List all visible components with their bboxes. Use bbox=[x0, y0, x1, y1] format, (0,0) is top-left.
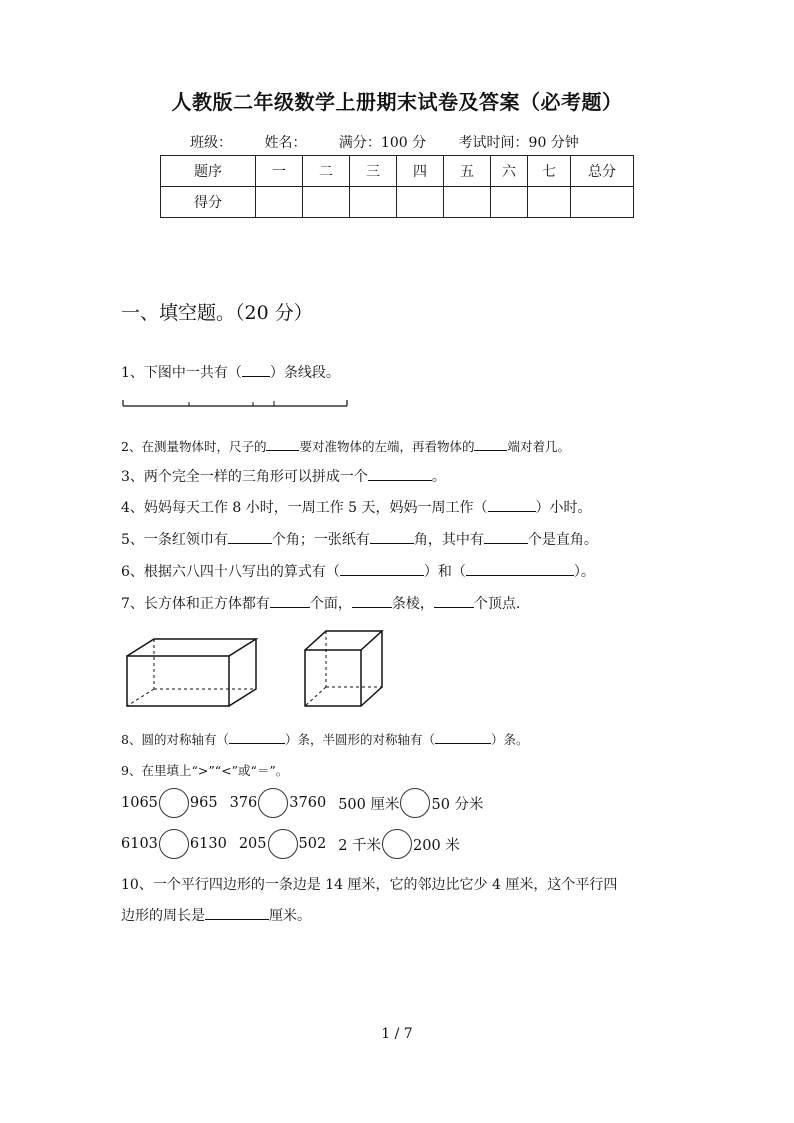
compare-circle[interactable] bbox=[159, 829, 189, 859]
score-cell[interactable] bbox=[303, 187, 350, 218]
header-cell: 五 bbox=[444, 156, 491, 187]
question-text: 7、长方体和正方体都有 bbox=[121, 596, 270, 612]
answer-blank[interactable] bbox=[228, 529, 272, 544]
answer-blank[interactable] bbox=[474, 438, 507, 451]
class-label: 班级： bbox=[190, 135, 232, 151]
question-text: 个顶点. bbox=[473, 596, 521, 612]
score-table bbox=[160, 155, 634, 218]
score-cell[interactable] bbox=[528, 187, 571, 218]
question-2 bbox=[121, 437, 570, 455]
compare-circle[interactable] bbox=[159, 788, 189, 818]
question-1 bbox=[121, 362, 340, 382]
answer-blank[interactable] bbox=[434, 593, 474, 608]
question-text: ）条，半圆形的对称轴有（ bbox=[284, 732, 435, 747]
question-5 bbox=[121, 529, 598, 549]
answer-blank[interactable] bbox=[266, 438, 299, 451]
compare-right: 200 米 bbox=[413, 837, 460, 854]
header-cell: 四 bbox=[397, 156, 444, 187]
compare-left: 376 bbox=[229, 795, 258, 811]
question-text: 1、下图中一共有（ bbox=[121, 365, 242, 381]
score-cell[interactable] bbox=[444, 187, 491, 218]
score-cell[interactable] bbox=[350, 187, 397, 218]
header-cell: 二 bbox=[303, 156, 350, 187]
hidden-edge bbox=[305, 687, 326, 706]
question-text: 8、圆的对称轴有（ bbox=[121, 732, 229, 747]
question-text: 3、两个完全一样的三角形可以拼成一个 bbox=[121, 469, 368, 485]
question-text: 。 bbox=[431, 469, 446, 485]
compare-right: 50 分米 bbox=[431, 796, 484, 813]
compare-right: 6130 bbox=[189, 836, 227, 852]
exam-info bbox=[190, 132, 579, 152]
question-6 bbox=[121, 561, 595, 581]
question-text: 个面， bbox=[309, 596, 352, 612]
question-text: ）条线段。 bbox=[269, 365, 340, 381]
cuboid-front-face bbox=[127, 656, 229, 706]
compare-left: 2 千米 bbox=[338, 837, 382, 854]
answer-blank[interactable] bbox=[229, 731, 285, 744]
header-cell: 六 bbox=[491, 156, 528, 187]
answer-blank[interactable] bbox=[488, 497, 536, 512]
cuboid-figure bbox=[124, 636, 260, 710]
question-text: 角，其中有 bbox=[413, 532, 484, 548]
header-cell: 三 bbox=[350, 156, 397, 187]
answer-blank[interactable] bbox=[370, 529, 414, 544]
question-text: 要对准物体的左端，再看物体的 bbox=[299, 439, 475, 454]
compare-circle[interactable] bbox=[258, 788, 288, 818]
question-9: 9、在里填上“>”“<”或“＝”。 bbox=[121, 763, 289, 778]
question-text: 厘米。 bbox=[269, 908, 311, 924]
compare-circle[interactable] bbox=[268, 829, 298, 859]
score-cell[interactable] bbox=[571, 187, 634, 218]
header-cell: 题序 bbox=[161, 156, 256, 187]
question-10-line-1: 10、一个平行四边形的一条边是 14 厘米，它的邻边比它少 4 厘米，这个平行四 bbox=[121, 877, 618, 893]
page-title: 人教版二年级数学上册期末试卷及答案（必考题） bbox=[171, 90, 623, 114]
cube-front-face bbox=[305, 650, 361, 706]
compare-left: 205 bbox=[238, 836, 267, 852]
question-text: 6、根据六八四十八写出的算式有（ bbox=[121, 564, 340, 580]
answer-blank[interactable] bbox=[270, 593, 310, 608]
header-cell: 总分 bbox=[571, 156, 634, 187]
question-text: 条棱， bbox=[391, 596, 434, 612]
cube-side-edges bbox=[361, 631, 382, 706]
answer-blank[interactable] bbox=[466, 561, 574, 576]
question-text: 4、妈妈每天工作 8 小时，一周工作 5 天，妈妈一周工作（ bbox=[121, 500, 488, 516]
question-text: ）条。 bbox=[490, 732, 529, 747]
answer-blank[interactable] bbox=[435, 731, 491, 744]
cuboid-side-edges bbox=[229, 639, 256, 706]
question-text: 边形的周长是 bbox=[121, 908, 205, 924]
answer-blank[interactable] bbox=[352, 593, 392, 608]
score-cell[interactable] bbox=[256, 187, 303, 218]
answer-blank[interactable] bbox=[368, 466, 432, 481]
compare-right: 965 bbox=[189, 795, 218, 811]
answer-blank[interactable] bbox=[205, 905, 269, 920]
compare-left: 500 厘米 bbox=[338, 796, 400, 813]
question-8 bbox=[121, 730, 529, 748]
answer-blank[interactable] bbox=[340, 561, 424, 576]
question-text: 个是直角。 bbox=[527, 532, 598, 548]
answer-blank[interactable] bbox=[484, 529, 528, 544]
cube-top-edges bbox=[305, 631, 382, 650]
compare-right: 502 bbox=[298, 836, 327, 852]
question-text: 个角；一张纸有 bbox=[271, 532, 370, 548]
compare-left: 1065 bbox=[121, 795, 158, 811]
score-table-header-row bbox=[161, 156, 634, 187]
section-heading: 一、填空题。（20 分） bbox=[121, 302, 313, 324]
full-score: 满分：100 分 bbox=[338, 135, 427, 151]
row-label: 得分 bbox=[161, 187, 256, 218]
question-4 bbox=[121, 497, 592, 517]
question-10-line-2 bbox=[121, 905, 311, 925]
score-cell[interactable] bbox=[491, 187, 528, 218]
answer-blank[interactable] bbox=[242, 362, 270, 377]
exam-time: 考试时间：90 分钟 bbox=[458, 135, 579, 151]
compare-row-2 bbox=[121, 829, 460, 859]
hidden-edge bbox=[127, 689, 154, 706]
page-number: 1 / 7 bbox=[381, 1026, 413, 1042]
compare-right: 3760 bbox=[289, 795, 327, 811]
question-text: 2、在测量物体时，尺子的 bbox=[121, 439, 267, 454]
compare-circle[interactable] bbox=[400, 788, 430, 818]
compare-circle[interactable] bbox=[382, 829, 412, 859]
question-text: ）。 bbox=[573, 564, 595, 580]
compare-row-1 bbox=[121, 788, 484, 818]
compare-left: 6103 bbox=[121, 836, 158, 852]
cuboid-top-edges bbox=[127, 639, 256, 656]
question-text: ）和（ bbox=[423, 564, 466, 580]
score-cell[interactable] bbox=[397, 187, 444, 218]
score-table-score-row bbox=[161, 187, 634, 218]
question-text: 5、一条红领巾有 bbox=[121, 532, 228, 548]
header-cell: 七 bbox=[528, 156, 571, 187]
question-text: ）小时。 bbox=[535, 500, 592, 516]
name-label: 姓名： bbox=[264, 135, 307, 151]
line-segment-figure bbox=[120, 396, 352, 412]
question-3 bbox=[121, 466, 446, 486]
header-cell: 一 bbox=[256, 156, 303, 187]
question-text: 端对着几。 bbox=[507, 439, 570, 454]
cube-figure bbox=[302, 628, 386, 710]
question-7 bbox=[121, 593, 520, 613]
